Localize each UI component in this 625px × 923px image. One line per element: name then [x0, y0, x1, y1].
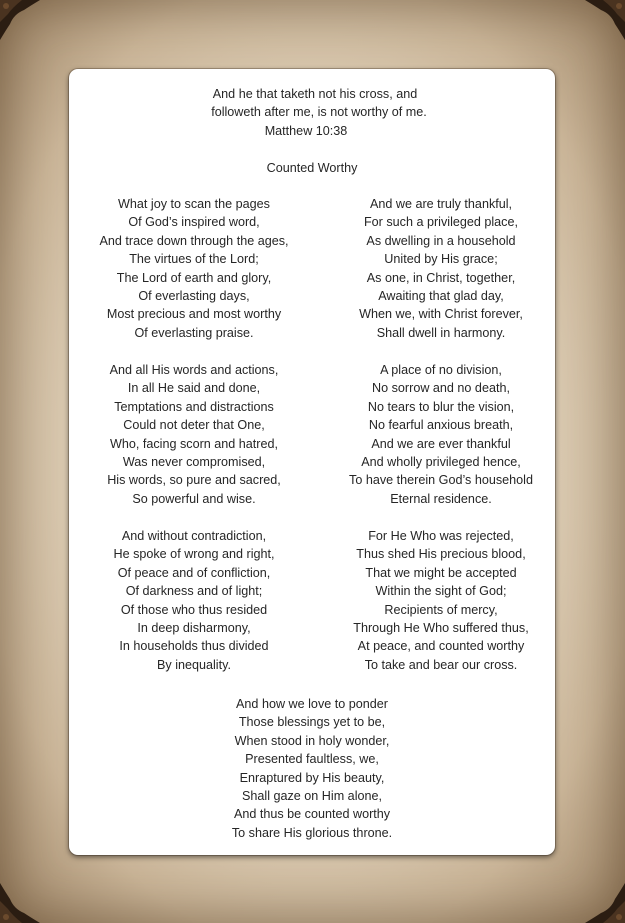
- poem-line: No sorrow and no death,: [372, 381, 510, 396]
- poem-line: At peace, and counted worthy: [357, 639, 525, 654]
- poem-line: To take and bear our cross.: [364, 657, 518, 672]
- poem-line: Of everlasting praise.: [134, 325, 254, 340]
- poem-line: That we might be accepted: [365, 565, 517, 580]
- poem-line: Shall dwell in harmony.: [376, 325, 506, 340]
- epigraph: [69, 85, 555, 140]
- poem-line: And all His words and actions,: [109, 363, 279, 377]
- poem-line: As dwelling in a household: [366, 233, 516, 248]
- stanza-left-3: [69, 527, 319, 674]
- stanza-right-1: [311, 195, 571, 342]
- poem-line: The virtues of the Lord;: [129, 252, 259, 267]
- poem-line: And we are ever thankful: [371, 436, 511, 451]
- poem-line: So powerful and wise.: [132, 491, 256, 506]
- poem-line: To have therein God’s household: [349, 473, 533, 488]
- poem-line: Who, facing scorn and hatred,: [109, 436, 278, 451]
- poem-line: In all He said and done,: [127, 381, 261, 396]
- poem-line: For such a privileged place,: [363, 215, 518, 230]
- poem-line: And trace down through the ages,: [99, 233, 289, 248]
- poem-line: Was never compromised,: [122, 455, 266, 470]
- poem-line: Most precious and most worthy: [106, 307, 282, 322]
- poem-title-text: Counted Worthy: [266, 161, 358, 175]
- poem-line: Of everlasting days,: [138, 289, 250, 304]
- poem-line: For He Who was rejected,: [368, 529, 514, 543]
- corner-ornament-icon: [0, 0, 55, 55]
- poem-line: As one, in Christ, together,: [366, 270, 516, 285]
- poem-line: Those blessings yet to be,: [238, 715, 386, 730]
- poem-line: Of God’s inspired word,: [128, 215, 260, 230]
- poem-line: Awaiting that glad day,: [378, 289, 504, 304]
- poem-line: And we are truly thankful,: [369, 197, 513, 211]
- poem-line: And thus be counted worthy: [233, 807, 391, 822]
- corner-ornament-icon: [570, 868, 625, 923]
- stanza-left-2: [69, 361, 319, 508]
- poem-line: Shall gaze on Him alone,: [241, 789, 382, 804]
- poem-line: When we, with Christ forever,: [359, 307, 523, 322]
- poem-line: No fearful anxious breath,: [368, 418, 514, 433]
- poem-line: Eternal residence.: [390, 491, 492, 506]
- poem-line: Of those who thus resided: [120, 602, 268, 617]
- poem-line: Could not deter that One,: [123, 418, 265, 433]
- epigraph-line: followeth after me, is not worthy of me.: [211, 105, 427, 120]
- stanza-right-2: [311, 361, 571, 508]
- poem-line: Temptations and distractions: [114, 399, 274, 414]
- poem-line: No tears to blur the vision,: [367, 399, 515, 414]
- poem-line: The Lord of earth and glory,: [116, 270, 272, 285]
- poem-line: By inequality.: [157, 657, 231, 672]
- stanza-right-3: [311, 527, 571, 674]
- poem-line: Thus shed His precious blood,: [356, 547, 526, 562]
- poem-line: In deep disharmony,: [137, 621, 251, 636]
- poem-line: A place of no division,: [380, 363, 502, 377]
- poem-line: To share His glorious throne.: [231, 825, 393, 840]
- stanza-left-1: [69, 195, 319, 342]
- poem-line: Enraptured by His beauty,: [239, 770, 385, 785]
- corner-ornament-icon: [570, 0, 625, 55]
- poem-line: Within the sight of God;: [375, 584, 507, 599]
- poem-line: United by His grace;: [384, 252, 498, 267]
- poem-line: Recipients of mercy,: [384, 602, 498, 617]
- poem-line: Of darkness and of light;: [125, 584, 263, 599]
- poem-line: In households thus divided: [119, 639, 269, 654]
- poem-line: He spoke of wrong and right,: [113, 547, 275, 562]
- poem-line: When stood in holy wonder,: [234, 733, 390, 748]
- poem-line: His words, so pure and sacred,: [107, 473, 281, 488]
- poem-line: And how we love to ponder: [236, 697, 388, 711]
- corner-ornament-icon: [0, 868, 55, 923]
- poem-line: Through He Who suffered thus,: [353, 621, 529, 636]
- poem-line: And without contradiction,: [121, 529, 267, 543]
- epigraph-line: And he that taketh not his cross, and: [212, 87, 418, 101]
- poem-page: [69, 69, 555, 855]
- poem-line: And wholly privileged hence,: [361, 455, 521, 470]
- poem-line: Presented faultless, we,: [245, 752, 379, 767]
- poem-title: [69, 159, 555, 177]
- stanza-final: [69, 695, 555, 842]
- scripture-reference: Matthew 10:38: [264, 123, 348, 138]
- poem-line: Of peace and of confliction,: [117, 565, 271, 580]
- poem-line: What joy to scan the pages: [118, 197, 270, 211]
